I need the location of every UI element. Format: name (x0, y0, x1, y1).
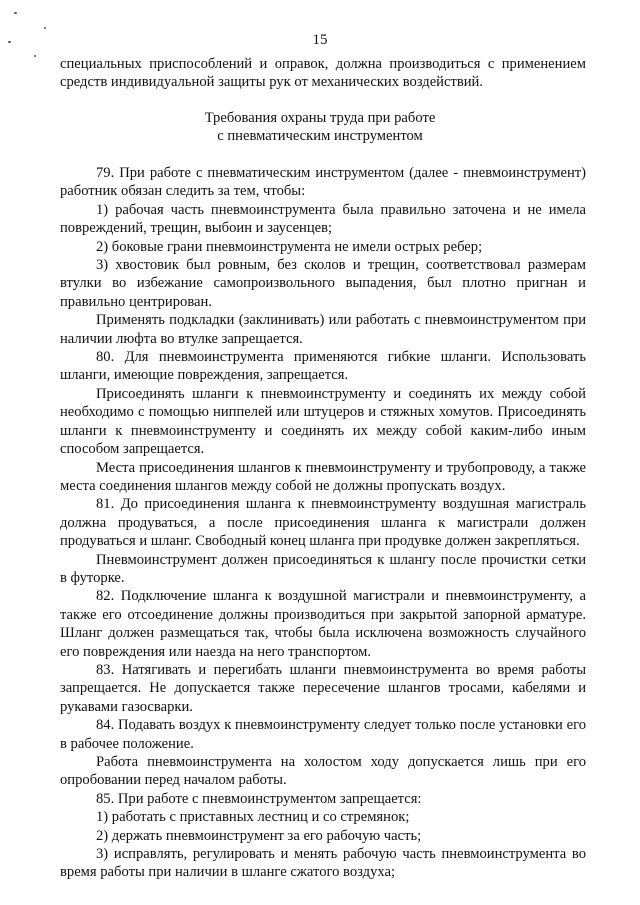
paragraph: Пневмоинструмент должен присоединяться к шлангу после прочистки сетки в футорке. (60, 551, 586, 586)
paragraph: Места присоединения шлангов к пневмоинструменту и трубопроводу, а также места соединения шлангов между собой не должны пропускать воздух. (60, 459, 586, 494)
paragraph-79: 79. При работе с пневматическим инструментом (далее - пневмоинструмент) работник обязан следить за тем, чтобы: (60, 165, 586, 200)
scan-speck (44, 27, 46, 29)
list-item: 3) хвостовик был ровным, без сколов и трещин, соответствовал размерам втулки во избежание самопроизвольного выпадения, был плотно пригнан и правильно центрирован. (60, 257, 586, 310)
intro-line: специальных приспособлений и оправок, должна производиться с применением средств индивидуальной защиты рук от механических воздействий. (60, 56, 586, 91)
list-item: 1) работать с приставных лестниц и со стремянок; (96, 809, 410, 826)
list-item: 2) держать пневмоинструмент за его рабочую часть; (96, 827, 422, 844)
body-text (60, 164, 586, 882)
paragraph-85: 85. При работе с пневмоинструментом запрещается: (96, 790, 422, 807)
intro-text (60, 55, 586, 92)
paragraph: Присоединять шланги к пневмоинструменту и соединять их между собой необходимо с помощью ниппелей или штуцеров и стяжных хомутов. Присоединять шланги к пневмоинструменту и соединять их между собой каким-либо иным способом запрещается. (60, 385, 586, 458)
paragraph: Работа пневмоинструмента на холостом ходу допускается лишь при его опробовании перед началом работы. (60, 754, 586, 789)
section-title-line: с пневматическим инструментом (217, 128, 423, 145)
paragraph-83: 83. Натягивать и перегибать шланги пневмоинструмента во время работы запрещается. Не допускается также пересечение шлангов тросами, кабелями и рукавами газосварки. (60, 661, 586, 715)
section-title-line: Требования охраны труда при работе (204, 110, 436, 126)
section-title (0, 109, 640, 146)
page-number: 15 (312, 32, 328, 48)
scan-speck (34, 55, 36, 57)
paragraph: Применять подкладки (заклинивать) или работать с пневмоинструментом при наличии люфта во втулке запрещается. (60, 312, 586, 347)
paragraph-81: 81. До присоединения шланга к пневмоинструменту воздушная магистраль должна продуваться, а после присоединения шланга к магистрали должен продуваться и шланг. Свободный конец шланга при продувке должен закрепляться. (60, 496, 586, 550)
scan-speck (14, 12, 17, 14)
paragraph-84: 84. Подавать воздух к пневмоинструменту следует только после установки его в рабочее положение. (60, 717, 586, 752)
list-item: 1) рабочая часть пневмоинструмента была правильно заточена и не имела повреждений, трещин, выбоин и заусенцев; (60, 201, 586, 237)
list-item: 3) исправлять, регулировать и менять рабочую часть пневмоинструмента во время работы при наличии в шланге сжатого воздуха; (60, 846, 586, 881)
list-item: 2) боковые грани пневмоинструмента не имели острых ребер; (96, 238, 483, 255)
paragraph-80: 80. Для пневмоинструмента применяются гибкие шланги. Использовать шланги, имеющие повреждения, запрещается. (60, 349, 586, 384)
paragraph-82: 82. Подключение шланга к воздушной магистрали и пневмоинструменту, а также его отсоединение должны производиться при закрытой запорной арматуре. Шланг должен размещаться так, чтобы была исключена возможность случайного его повреждения или наезда на него транспортом. (60, 588, 586, 660)
